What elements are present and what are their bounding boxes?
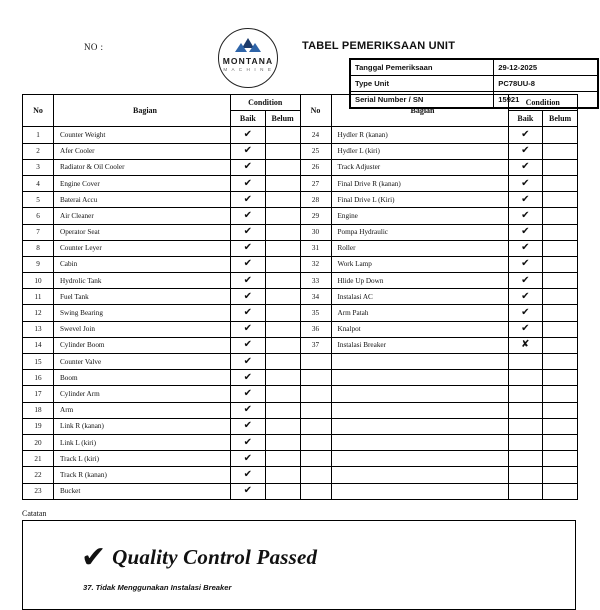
check-icon: ✔ xyxy=(521,177,530,189)
cell-baik-left xyxy=(231,289,266,305)
cell-baik-right xyxy=(508,467,543,483)
cell-belum-right xyxy=(543,434,578,450)
cell-baik-left xyxy=(231,483,266,499)
check-icon: ✔ xyxy=(243,355,253,367)
check-icon: ✔ xyxy=(521,161,530,173)
table-row xyxy=(23,418,578,434)
cell-no-left: 19 xyxy=(23,418,54,434)
logo-subtitle: M A C H I N E xyxy=(223,67,273,72)
catatan-note: 37. Tidak Menggunakan Instalasi Breaker xyxy=(83,582,232,592)
cell-baik-right xyxy=(508,273,543,289)
cell-baik-left xyxy=(231,451,266,467)
check-icon: ✔ xyxy=(243,436,253,448)
table-row xyxy=(23,143,578,159)
cell-bagian-right xyxy=(331,402,508,418)
cell-bagian-right xyxy=(331,370,508,386)
table-row xyxy=(23,192,578,208)
cell-bagian-right: Work Lamp xyxy=(331,256,508,272)
cell-baik-left xyxy=(231,256,266,272)
cell-belum-left xyxy=(265,483,300,499)
cell-no-left: 17 xyxy=(23,386,54,402)
cell-no-right xyxy=(300,354,331,370)
check-icon: ✔ xyxy=(81,539,107,575)
info-key-type: Type Unit xyxy=(351,76,494,92)
cell-no-right: 24 xyxy=(300,127,331,143)
check-icon: ✔ xyxy=(521,209,530,221)
cell-bagian-right: Hydler L (kiri) xyxy=(331,143,508,159)
info-value-type: PC78UU-8 xyxy=(494,76,598,92)
cell-belum-right xyxy=(543,321,578,337)
cell-no-right xyxy=(300,402,331,418)
cell-bagian-right xyxy=(331,354,508,370)
cell-no-left: 8 xyxy=(23,240,54,256)
cell-no-left: 1 xyxy=(23,127,54,143)
cell-bagian-left: Operator Seat xyxy=(54,224,231,240)
cell-no-right: 31 xyxy=(300,240,331,256)
cell-baik-left xyxy=(231,467,266,483)
th-belum-left: Belum xyxy=(265,111,300,127)
cell-bagian-left: Swing Bearing xyxy=(54,305,231,321)
cell-no-left: 13 xyxy=(23,321,54,337)
th-no-right: No xyxy=(300,95,331,127)
cell-no-left: 7 xyxy=(23,224,54,240)
catatan-label: Catatan xyxy=(22,508,47,518)
cell-baik-left xyxy=(231,386,266,402)
cell-belum-right xyxy=(543,354,578,370)
cell-baik-right xyxy=(508,289,543,305)
check-icon: ✔ xyxy=(243,161,253,173)
cell-no-left: 14 xyxy=(23,337,54,353)
cell-bagian-right: Hlide Up Down xyxy=(331,273,508,289)
cell-belum-right xyxy=(543,224,578,240)
cell-no-right: 34 xyxy=(300,289,331,305)
cell-baik-right xyxy=(508,175,543,191)
cell-baik-left xyxy=(231,370,266,386)
cell-baik-left xyxy=(231,337,266,353)
cell-bagian-left: Cylinder Arm xyxy=(54,386,231,402)
th-no-left: No xyxy=(23,95,54,127)
cell-no-right xyxy=(300,386,331,402)
cell-belum-right xyxy=(543,337,578,353)
table-row xyxy=(23,159,578,175)
cell-no-right xyxy=(300,418,331,434)
cell-bagian-left: Link L (kiri) xyxy=(54,434,231,450)
check-icon: ✔ xyxy=(243,485,253,497)
company-logo xyxy=(212,28,284,88)
cell-no-left: 6 xyxy=(23,208,54,224)
cell-no-left: 16 xyxy=(23,370,54,386)
th-condition-right: Condition xyxy=(508,95,578,111)
unit-info-box xyxy=(349,58,599,109)
info-value-serial: 15921 xyxy=(494,92,598,108)
info-row xyxy=(351,60,598,76)
cell-bagian-left: Track L (kiri) xyxy=(54,451,231,467)
cell-belum-left xyxy=(265,451,300,467)
cell-belum-left xyxy=(265,240,300,256)
cell-bagian-right: Instalasi Breaker xyxy=(331,337,508,353)
check-icon: ✔ xyxy=(243,387,253,399)
check-icon: ✔ xyxy=(243,371,253,383)
cell-bagian-right xyxy=(331,434,508,450)
th-bagian-right: Bagian xyxy=(331,95,508,127)
table-row xyxy=(23,370,578,386)
cell-bagian-left: Cylinder Boom xyxy=(54,337,231,353)
th-baik-right: Baik xyxy=(508,111,543,127)
table-row xyxy=(23,483,578,499)
cell-no-left: 3 xyxy=(23,159,54,175)
check-icon: ✔ xyxy=(521,274,530,286)
cell-baik-right xyxy=(508,256,543,272)
cell-no-left: 9 xyxy=(23,256,54,272)
cell-belum-left xyxy=(265,143,300,159)
table-row xyxy=(23,305,578,321)
table-row xyxy=(23,175,578,191)
cell-no-left: 2 xyxy=(23,143,54,159)
quality-control-stamp xyxy=(81,539,318,575)
cell-bagian-right: Instalasi AC xyxy=(331,289,508,305)
cell-bagian-right: Final Drive L (Kiri) xyxy=(331,192,508,208)
cell-no-left: 20 xyxy=(23,434,54,450)
cell-bagian-left: Radiator & Oil Cooler xyxy=(54,159,231,175)
cell-belum-right xyxy=(543,289,578,305)
cell-belum-right xyxy=(543,483,578,499)
table-row xyxy=(23,321,578,337)
cell-bagian-left: Counter Weight xyxy=(54,127,231,143)
check-icon: ✔ xyxy=(243,307,253,319)
logo-name: MONTANA xyxy=(222,56,274,66)
cell-baik-right xyxy=(508,159,543,175)
cell-no-right xyxy=(300,451,331,467)
cell-baik-right xyxy=(508,418,543,434)
check-icon: ✔ xyxy=(243,128,253,140)
cell-baik-right xyxy=(508,305,543,321)
table-row xyxy=(23,467,578,483)
table-row xyxy=(23,256,578,272)
table-row xyxy=(23,224,578,240)
info-row xyxy=(351,76,598,92)
page-title: TABEL PEMERIKSAAN UNIT xyxy=(302,40,456,52)
cell-belum-left xyxy=(265,256,300,272)
cell-no-left: 23 xyxy=(23,483,54,499)
cell-bagian-left: Hydrolic Tank xyxy=(54,273,231,289)
table-row xyxy=(23,337,578,353)
cell-no-right: 26 xyxy=(300,159,331,175)
check-icon: ✔ xyxy=(521,226,530,238)
cell-no-right: 27 xyxy=(300,175,331,191)
cell-baik-left xyxy=(231,208,266,224)
th-baik-left: Baik xyxy=(231,111,266,127)
check-icon: ✔ xyxy=(521,290,530,302)
table-row xyxy=(23,208,578,224)
cell-no-right: 36 xyxy=(300,321,331,337)
check-icon: ✔ xyxy=(243,452,253,464)
cell-belum-left xyxy=(265,192,300,208)
cell-no-right xyxy=(300,483,331,499)
table-row xyxy=(23,402,578,418)
check-icon: ✔ xyxy=(521,258,530,270)
check-icon: ✔ xyxy=(243,242,253,254)
cell-no-right: 35 xyxy=(300,305,331,321)
inspection-table xyxy=(22,94,578,500)
cell-baik-left xyxy=(231,143,266,159)
th-belum-right: Belum xyxy=(543,111,578,127)
cell-baik-right xyxy=(508,224,543,240)
cell-belum-left xyxy=(265,159,300,175)
info-key-serial: Serial Number / SN xyxy=(351,92,494,108)
cell-baik-left xyxy=(231,175,266,191)
cell-no-left: 21 xyxy=(23,451,54,467)
cell-bagian-right: Arm Patah xyxy=(331,305,508,321)
check-icon: ✔ xyxy=(243,404,253,416)
cell-belum-right xyxy=(543,256,578,272)
cell-belum-left xyxy=(265,354,300,370)
cell-belum-left xyxy=(265,289,300,305)
cell-belum-right xyxy=(543,305,578,321)
cell-baik-left xyxy=(231,402,266,418)
table-row xyxy=(23,451,578,467)
cell-belum-left xyxy=(265,467,300,483)
cell-belum-left xyxy=(265,434,300,450)
cell-bagian-left: Fuel Tank xyxy=(54,289,231,305)
cell-no-left: 18 xyxy=(23,402,54,418)
check-icon: ✔ xyxy=(243,258,253,270)
cell-baik-right xyxy=(508,386,543,402)
check-icon: ✔ xyxy=(243,177,253,189)
cell-bagian-right: Final Drive R (kanan) xyxy=(331,175,508,191)
cell-no-left: 12 xyxy=(23,305,54,321)
cell-bagian-right: Roller xyxy=(331,240,508,256)
cell-bagian-right xyxy=(331,418,508,434)
cell-baik-right xyxy=(508,434,543,450)
cell-belum-left xyxy=(265,321,300,337)
cell-baik-right xyxy=(508,337,543,353)
cell-no-right xyxy=(300,434,331,450)
cell-no-right xyxy=(300,370,331,386)
cell-baik-left xyxy=(231,127,266,143)
cell-bagian-left: Counter Valve xyxy=(54,354,231,370)
check-icon: ✔ xyxy=(521,323,530,335)
cell-baik-left xyxy=(231,159,266,175)
cell-bagian-right xyxy=(331,467,508,483)
cell-baik-right xyxy=(508,370,543,386)
cell-no-right: 30 xyxy=(300,224,331,240)
cell-no-left: 15 xyxy=(23,354,54,370)
cell-belum-left xyxy=(265,337,300,353)
table-row xyxy=(23,273,578,289)
cell-belum-right xyxy=(543,418,578,434)
cell-belum-right xyxy=(543,143,578,159)
cell-belum-left xyxy=(265,175,300,191)
cell-baik-left xyxy=(231,305,266,321)
cell-baik-right xyxy=(508,483,543,499)
info-key-tanggal: Tanggal Pemeriksaan xyxy=(351,60,494,76)
cell-baik-left xyxy=(231,434,266,450)
cell-bagian-right: Engine xyxy=(331,208,508,224)
check-icon: ✔ xyxy=(243,323,253,335)
cell-no-right: 33 xyxy=(300,273,331,289)
cell-bagian-left: Arm xyxy=(54,402,231,418)
info-value-tanggal: 29-12-2025 xyxy=(494,60,598,76)
th-bagian-left: Bagian xyxy=(54,95,231,127)
table-row xyxy=(23,127,578,143)
cell-belum-right xyxy=(543,467,578,483)
cell-baik-right xyxy=(508,321,543,337)
cell-no-left: 4 xyxy=(23,175,54,191)
cell-baik-left xyxy=(231,273,266,289)
cell-baik-right xyxy=(508,192,543,208)
check-icon: ✔ xyxy=(243,209,253,221)
cell-no-right: 29 xyxy=(300,208,331,224)
cell-belum-left xyxy=(265,224,300,240)
cell-baik-left xyxy=(231,418,266,434)
cell-baik-left xyxy=(231,354,266,370)
check-icon: ✔ xyxy=(243,290,253,302)
cell-no-right: 28 xyxy=(300,192,331,208)
cell-belum-left xyxy=(265,386,300,402)
cell-bagian-left: Counter Leyer xyxy=(54,240,231,256)
cell-baik-right xyxy=(508,402,543,418)
cell-no-right xyxy=(300,467,331,483)
cell-bagian-left: Bucket xyxy=(54,483,231,499)
check-icon: ✔ xyxy=(521,193,530,205)
cell-baik-right xyxy=(508,143,543,159)
cell-belum-right xyxy=(543,208,578,224)
cell-baik-right xyxy=(508,208,543,224)
cell-baik-right xyxy=(508,127,543,143)
cell-bagian-right: Track Adjuster xyxy=(331,159,508,175)
table-row xyxy=(23,289,578,305)
cell-no-right: 37 xyxy=(300,337,331,353)
cell-bagian-left: Afer Cooler xyxy=(54,143,231,159)
catatan-box xyxy=(22,520,576,610)
check-icon: ✔ xyxy=(243,339,253,351)
cell-bagian-left: Cabin xyxy=(54,256,231,272)
cell-belum-left xyxy=(265,273,300,289)
cell-belum-right xyxy=(543,370,578,386)
cell-no-left: 10 xyxy=(23,273,54,289)
cell-baik-left xyxy=(231,224,266,240)
cell-belum-right xyxy=(543,273,578,289)
table-row xyxy=(23,386,578,402)
check-icon: ✔ xyxy=(243,420,253,432)
info-row xyxy=(351,92,598,108)
cell-bagian-left: Baterai Accu xyxy=(54,192,231,208)
no-label: NO : xyxy=(84,42,104,52)
cell-bagian-left: Air Cleaner xyxy=(54,208,231,224)
cell-bagian-left: Link R (kanan) xyxy=(54,418,231,434)
cell-no-left: 11 xyxy=(23,289,54,305)
cell-bagian-left: Boom xyxy=(54,370,231,386)
logo-circle xyxy=(218,28,278,88)
check-icon: ✔ xyxy=(243,145,253,157)
cell-belum-right xyxy=(543,402,578,418)
cell-belum-right xyxy=(543,175,578,191)
table-row xyxy=(23,354,578,370)
table-row xyxy=(23,240,578,256)
check-icon: ✔ xyxy=(521,307,530,319)
cell-bagian-right xyxy=(331,451,508,467)
cell-belum-left xyxy=(265,127,300,143)
cell-bagian-right xyxy=(331,483,508,499)
cell-belum-right xyxy=(543,127,578,143)
check-icon: ✔ xyxy=(243,226,253,238)
cell-no-right: 25 xyxy=(300,143,331,159)
cell-baik-left xyxy=(231,240,266,256)
th-condition-left: Condition xyxy=(231,95,301,111)
cell-belum-left xyxy=(265,305,300,321)
cell-bagian-right xyxy=(331,386,508,402)
cell-baik-left xyxy=(231,192,266,208)
cell-baik-left xyxy=(231,321,266,337)
cell-no-right: 32 xyxy=(300,256,331,272)
check-icon: ✔ xyxy=(243,274,253,286)
cross-icon: ✘ xyxy=(521,339,530,351)
cell-no-left: 5 xyxy=(23,192,54,208)
check-icon: ✔ xyxy=(243,193,253,205)
check-icon: ✔ xyxy=(243,468,253,480)
check-icon: ✔ xyxy=(521,145,530,157)
cell-belum-right xyxy=(543,451,578,467)
cell-belum-right xyxy=(543,386,578,402)
cell-belum-right xyxy=(543,159,578,175)
cell-bagian-right: Hydler R (kanan) xyxy=(331,127,508,143)
cell-bagian-left: Engine Cover xyxy=(54,175,231,191)
table-row xyxy=(23,434,578,450)
cell-belum-left xyxy=(265,208,300,224)
cell-bagian-left: Swevel Join xyxy=(54,321,231,337)
cell-belum-left xyxy=(265,370,300,386)
check-icon: ✔ xyxy=(521,128,530,140)
quality-control-text: Quality Control Passed xyxy=(112,545,318,570)
cell-bagian-right: Knalpot xyxy=(331,321,508,337)
cell-no-left: 22 xyxy=(23,467,54,483)
cell-belum-left xyxy=(265,418,300,434)
cell-baik-right xyxy=(508,240,543,256)
check-icon: ✔ xyxy=(521,242,530,254)
cell-belum-left xyxy=(265,402,300,418)
cell-belum-right xyxy=(543,192,578,208)
cell-bagian-right: Pompa Hydraulic xyxy=(331,224,508,240)
cell-baik-right xyxy=(508,451,543,467)
cell-bagian-left: Track R (kanan) xyxy=(54,467,231,483)
cell-belum-right xyxy=(543,240,578,256)
cell-baik-right xyxy=(508,354,543,370)
